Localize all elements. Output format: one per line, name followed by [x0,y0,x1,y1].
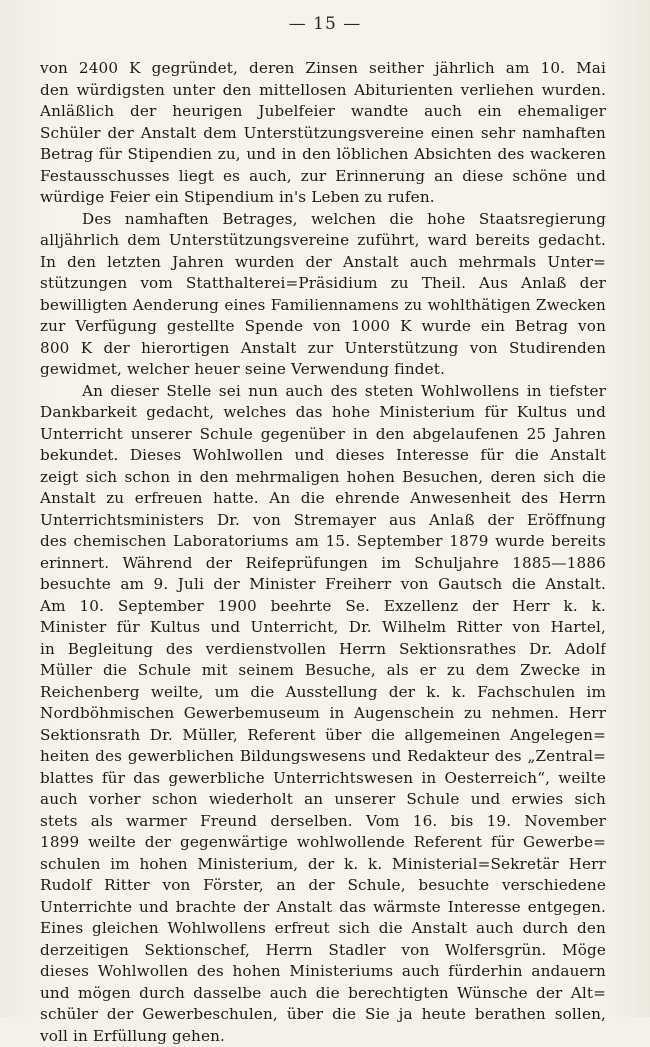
text-line: In den letzten Jahren wurden der Anstalt auch mehrmals Unter= [40,252,606,274]
text-line: zur Verfügung gestellte Spende von 1000 K wurde ein Betrag von [40,316,606,338]
body-text [40,58,606,1047]
text-line: dieses Wohlwollen des hohen Ministeriums auch fürderhin andauern [40,961,606,983]
text-line: blattes für das gewerbliche Unterrichtswesen in Oesterreich“, weilte [40,768,606,790]
text-line: den würdigsten unter den mittellosen Abiturienten verliehen wurden. [40,80,606,102]
text-line: bekundet. Dieses Wohlwollen und dieses Interesse für die Anstalt [40,445,606,467]
text-line: gewidmet, welcher heuer seine Verwendung findet. [40,359,606,381]
text-line: würdige Feier ein Stipendium in's Leben zu rufen. [40,187,606,209]
text-line: stützungen vom Statthalterei=Präsidium zu Theil. Aus Anlaß der [40,273,606,295]
text-line: auch vorher schon wiederholt an unserer Schule und erwies sich [40,789,606,811]
text-line: bewilligten Aenderung eines Familiennamens zu wohlthätigen Zwecken [40,295,606,317]
text-line: Sektionsrath Dr. Müller, Referent über die allgemeinen Angelegen= [40,725,606,747]
text-line: Festausschusses liegt es auch, zur Erinnerung an diese schöne und [40,166,606,188]
text-line: Anstalt zu erfreuen hatte. An die ehrende Anwesenheit des Herrn [40,488,606,510]
text-line: alljährlich dem Unterstützungsvereine zuführt, ward bereits gedacht. [40,230,606,252]
text-line: Unterricht unserer Schule gegenüber in den abgelaufenen 25 Jahren [40,424,606,446]
text-line: derzeitigen Sektionschef, Herrn Stadler von Wolfersgrün. Möge [40,940,606,962]
text-line: Betrag für Stipendien zu, und in den löblichen Absichten des wackeren [40,144,606,166]
text-line: Schüler der Anstalt dem Unterstützungsvereine einen sehr namhaften [40,123,606,145]
text-line: Anläßlich der heurigen Jubelfeier wandte auch ein ehemaliger [40,101,606,123]
text-line: voll in Erfüllung gehen. [40,1026,606,1047]
text-line: Am 10. September 1900 beehrte Se. Exzellenz der Herr k. k. [40,596,606,618]
text-line: Müller die Schule mit seinem Besuche, als er zu dem Zwecke in [40,660,606,682]
text-line: schulen im hohen Ministerium, der k. k. Ministerial=Sekretär Herr [40,854,606,876]
paragraph [40,381,606,1047]
text-line: von 2400 K gegründet, deren Zinsen seither jährlich am 10. Mai [40,58,606,80]
text-line: Des namhaften Betrages, welchen die hohe Staatsregierung [40,209,606,231]
text-line: des chemischen Laboratoriums am 15. September 1879 wurde bereits [40,531,606,553]
text-line: 800 K der hierortigen Anstalt zur Unterstützung von Studirenden [40,338,606,360]
text-line: Reichenberg weilte, um die Ausstellung der k. k. Fachschulen im [40,682,606,704]
text-line: Minister für Kultus und Unterricht, Dr. Wilhelm Ritter von Hartel, [40,617,606,639]
text-line: zeigt sich schon in den mehrmaligen hohen Besuchen, deren sich die [40,467,606,489]
text-line: in Begleitung des verdienstvollen Herrn Sektionsrathes Dr. Adolf [40,639,606,661]
paragraph [40,58,606,209]
text-line: und mögen durch dasselbe auch die berechtigten Wünsche der Alt= [40,983,606,1005]
text-line: besuchte am 9. Juli der Minister Freiherr von Gautsch die Anstalt. [40,574,606,596]
text-line: Dankbarkeit gedacht, welches das hohe Ministerium für Kultus und [40,402,606,424]
text-line: An dieser Stelle sei nun auch des steten Wohlwollens in tiefster [40,381,606,403]
text-line: Nordböhmischen Gewerbemuseum in Augenschein zu nehmen. Herr [40,703,606,725]
text-line: Unterrichtsministers Dr. von Stremayer aus Anlaß der Eröffnung [40,510,606,532]
text-line: erinnert. Während der Reifeprüfungen im Schuljahre 1885—1886 [40,553,606,575]
paragraph [40,209,606,381]
text-line: heiten des gewerblichen Bildungswesens und Redakteur des „Zentral= [40,746,606,768]
text-line: Eines gleichen Wohlwollens erfreut sich die Anstalt auch durch den [40,918,606,940]
text-line: 1899 weilte der gegenwärtige wohlwollende Referent für Gewerbe= [40,832,606,854]
text-line: stets als warmer Freund derselben. Vom 16. bis 19. November [40,811,606,833]
text-line: Unterrichte und brachte der Anstalt das wärmste Interesse entgegen. [40,897,606,919]
text-line: schüler der Gewerbeschulen, über die Sie ja heute berathen sollen, [40,1004,606,1026]
text-line: Rudolf Ritter von Förster, an der Schule, besuchte verschiedene [40,875,606,897]
page-number: — 15 — [0,14,650,34]
